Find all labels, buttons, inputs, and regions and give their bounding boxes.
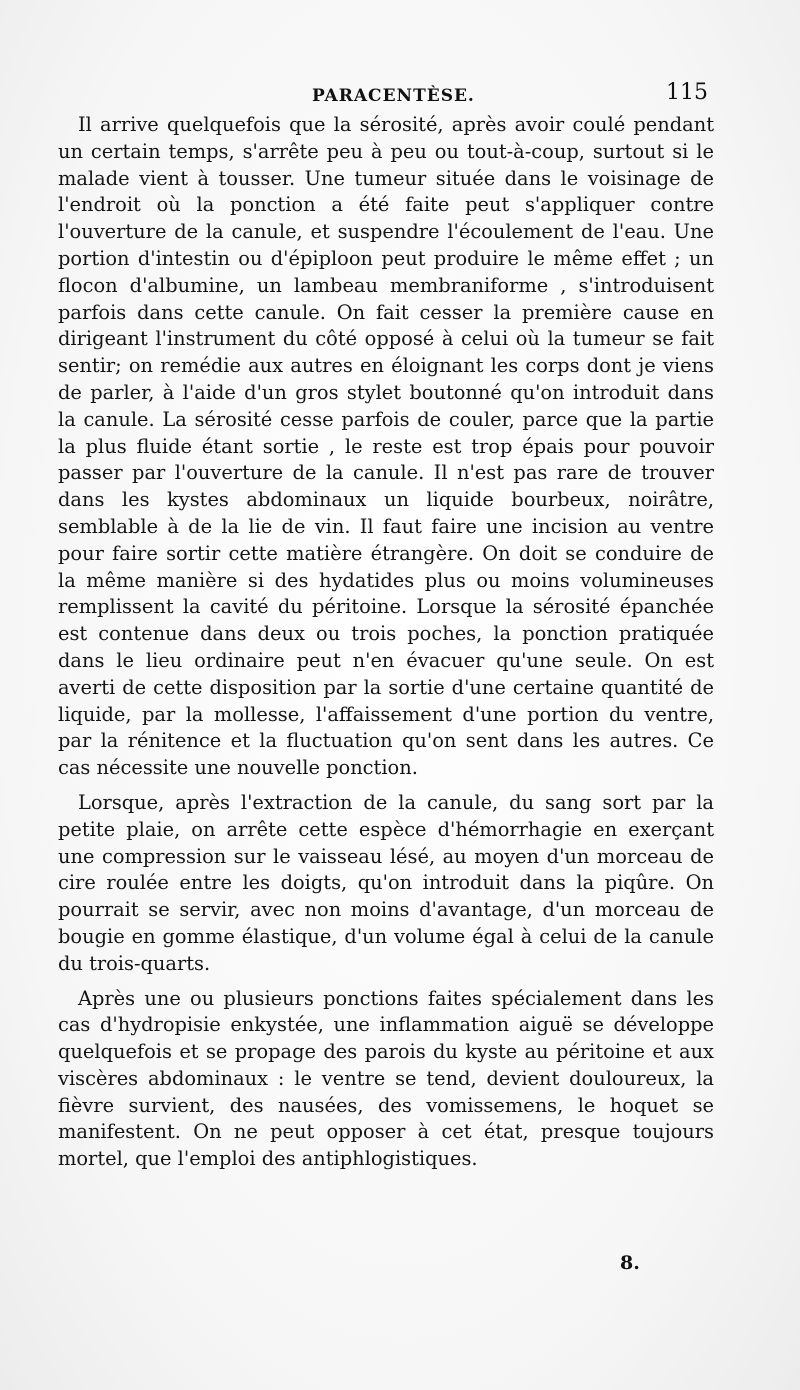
running-title: PARACENTÈSE. bbox=[312, 86, 475, 106]
signature-mark: 8. bbox=[620, 1252, 640, 1274]
paragraph-3: Après une ou plusieurs ponctions faites spécialement dans les cas d'hydropisie enkystée, une inflammation aiguë se développe quelquefois et se propage des parois du kyste au péritoine et aux viscères abdominaux : le ventre se tend, devient douloureux, la fièvre survient, des nausées, des vomissemens, le hoquet se manifestent. On ne peut opposer à cet état, presque toujours mortel, que l'emploi des antiphlogistiques. bbox=[58, 986, 714, 1171]
paragraph-1: Il arrive quelquefois que la sérosité, après avoir coulé pendant un certain temps, s'arrête peu à peu ou tout-à-coup, surtout si le malade vient à tousser. Une tumeur située dans le voisinage de l'endroit où la ponction a été faite peut s'appliquer contre l'ouverture de la canule, et suspendre l'écoulement de l'eau. Une portion d'intestin ou d'épiploon peut produire le même effet ; un flocon d'albumine, un lambeau membraniforme , s'introduisent parfois dans cette canule. On fait cesser la première cause en dirigeant l'instrument du côté opposé à celui où la tumeur se fait sentir; on remédie aux autres en éloignant les corps dont je viens de parler, à l'aide d'un gros stylet boutonné qu'on introduit dans la canule. La sérosité cesse parfois de couler, parce que la partie la plus fluide étant sortie , le reste est trop épais pour pouvoir passer par l'ouverture de la canule. Il n'est pas rare de trouver dans les kystes abdominaux un liquide bourbeux, noirâtre, semblable à de la lie de vin. Il faut faire une incision au ventre pour faire sortir cette matière étrangère. On doit se conduire de la même manière si des hydatides plus ou moins volumineuses remplissent la cavité du péritoine. Lorsque la sérosité épanchée est contenue dans deux ou trois poches, la ponction pratiquée dans le lieu ordinaire peut n'en évacuer qu'une seule. On est averti de cette disposition par la sortie d'une certaine quantité de liquide, par la mollesse, l'affaissement d'une portion du ventre, par la rénitence et la fluctuation qu'on sent dans les autres. Ce cas nécessite une nouvelle ponction. bbox=[58, 113, 714, 780]
page-header bbox=[56, 80, 712, 110]
page-number: 115 bbox=[666, 80, 708, 105]
body-text bbox=[58, 112, 714, 1181]
paragraph-2: Lorsque, après l'extraction de la canule, du sang sort par la petite plaie, on arrête cette espèce d'hémorrhagie en exerçant une compression sur le vaisseau lésé, au moyen d'un morceau de cire roulée entre les doigts, qu'on introduit dans la piqûre. On pourrait se servir, avec non moins d'avantage, d'un morceau de bougie en gomme élastique, d'un volume égal à celui de la canule du trois-quarts. bbox=[58, 790, 714, 975]
